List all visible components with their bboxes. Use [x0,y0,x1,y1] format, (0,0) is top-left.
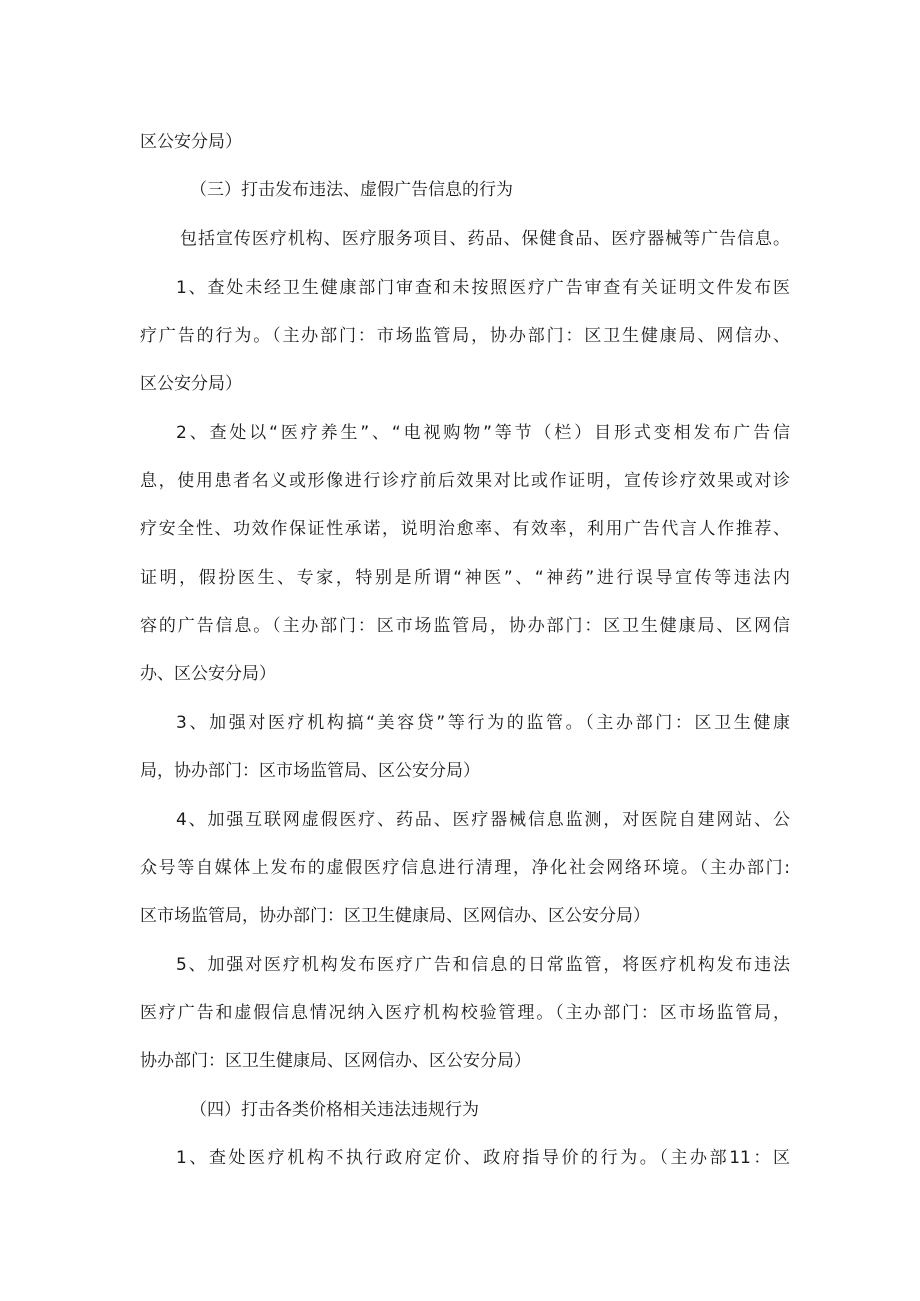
text-line: 1、查处未经卫生健康部门审查和未按照医疗广告审查有关证明文件发布医 [176,278,790,298]
text-line: 局，协办部门：区市场监管局、区公安分局） [140,761,480,781]
text-line: 2、查处以“医疗养生”、“电视购物”等节（栏）目形式变相发布广告信 [176,423,790,443]
text-line: 区市场监管局，协办部门：区卫生健康局、区网信办、区公安分局） [140,906,650,926]
text-line: 证明，假扮医生、专家，特别是所谓“神医”、“神药”进行误导宣传等违法内 [140,568,790,588]
text-line: 区公安分局） [140,132,242,152]
section-heading: （四）打击各类价格相关违法违规行为 [190,1100,479,1120]
text-line: 协办部门：区卫生健康局、区网信办、区公安分局） [140,1051,531,1071]
text-line: 5、加强对医疗机构发布医疗广告和信息的日常监管，将医疗机构发布违法 [176,955,790,975]
text-line: 4、加强互联网虚假医疗、药品、医疗器械信息监测，对医院自建网站、公 [176,810,790,830]
text-line: 办、区公安分局） [140,664,276,684]
text-line: 3、加强对医疗机构搞“美容贷”等行为的监管。（主办部门：区卫生健康 [176,713,790,733]
text-line: 息，使用患者名义或形像进行诊疗前后效果对比或作证明，宣传诊疗效果或对诊 [140,471,790,491]
text-line: 区公安分局） [140,374,242,394]
section-heading: （三）打击发布违法、虚假广告信息的行为 [190,180,513,200]
text-line: 疗安全性、功效作保证性承诺，说明治愈率、有效率，利用广告代言人作推荐、 [140,519,790,539]
text-line: 1、查处医疗机构不执行政府定价、政府指导价的行为。（主办部11：区 [176,1148,790,1168]
text-line: 疗广告的行为。（主办部门：市场监管局，协办部门：区卫生健康局、网信办、 [140,326,790,346]
text-line: 众号等自媒体上发布的虚假医疗信息进行清理，净化社会网络环境。（主办部门: [140,858,790,878]
text-line: 容的广告信息。（主办部门：区市场监管局，协办部门：区卫生健康局、区网信 [140,616,790,636]
text-line: 医疗广告和虚假信息情况纳入医疗机构校验管理。（主办部门：区市场监管局， [140,1003,790,1023]
text-line: 包括宣传医疗机构、医疗服务项目、药品、保健食品、医疗器械等广告信息。 [180,229,790,249]
